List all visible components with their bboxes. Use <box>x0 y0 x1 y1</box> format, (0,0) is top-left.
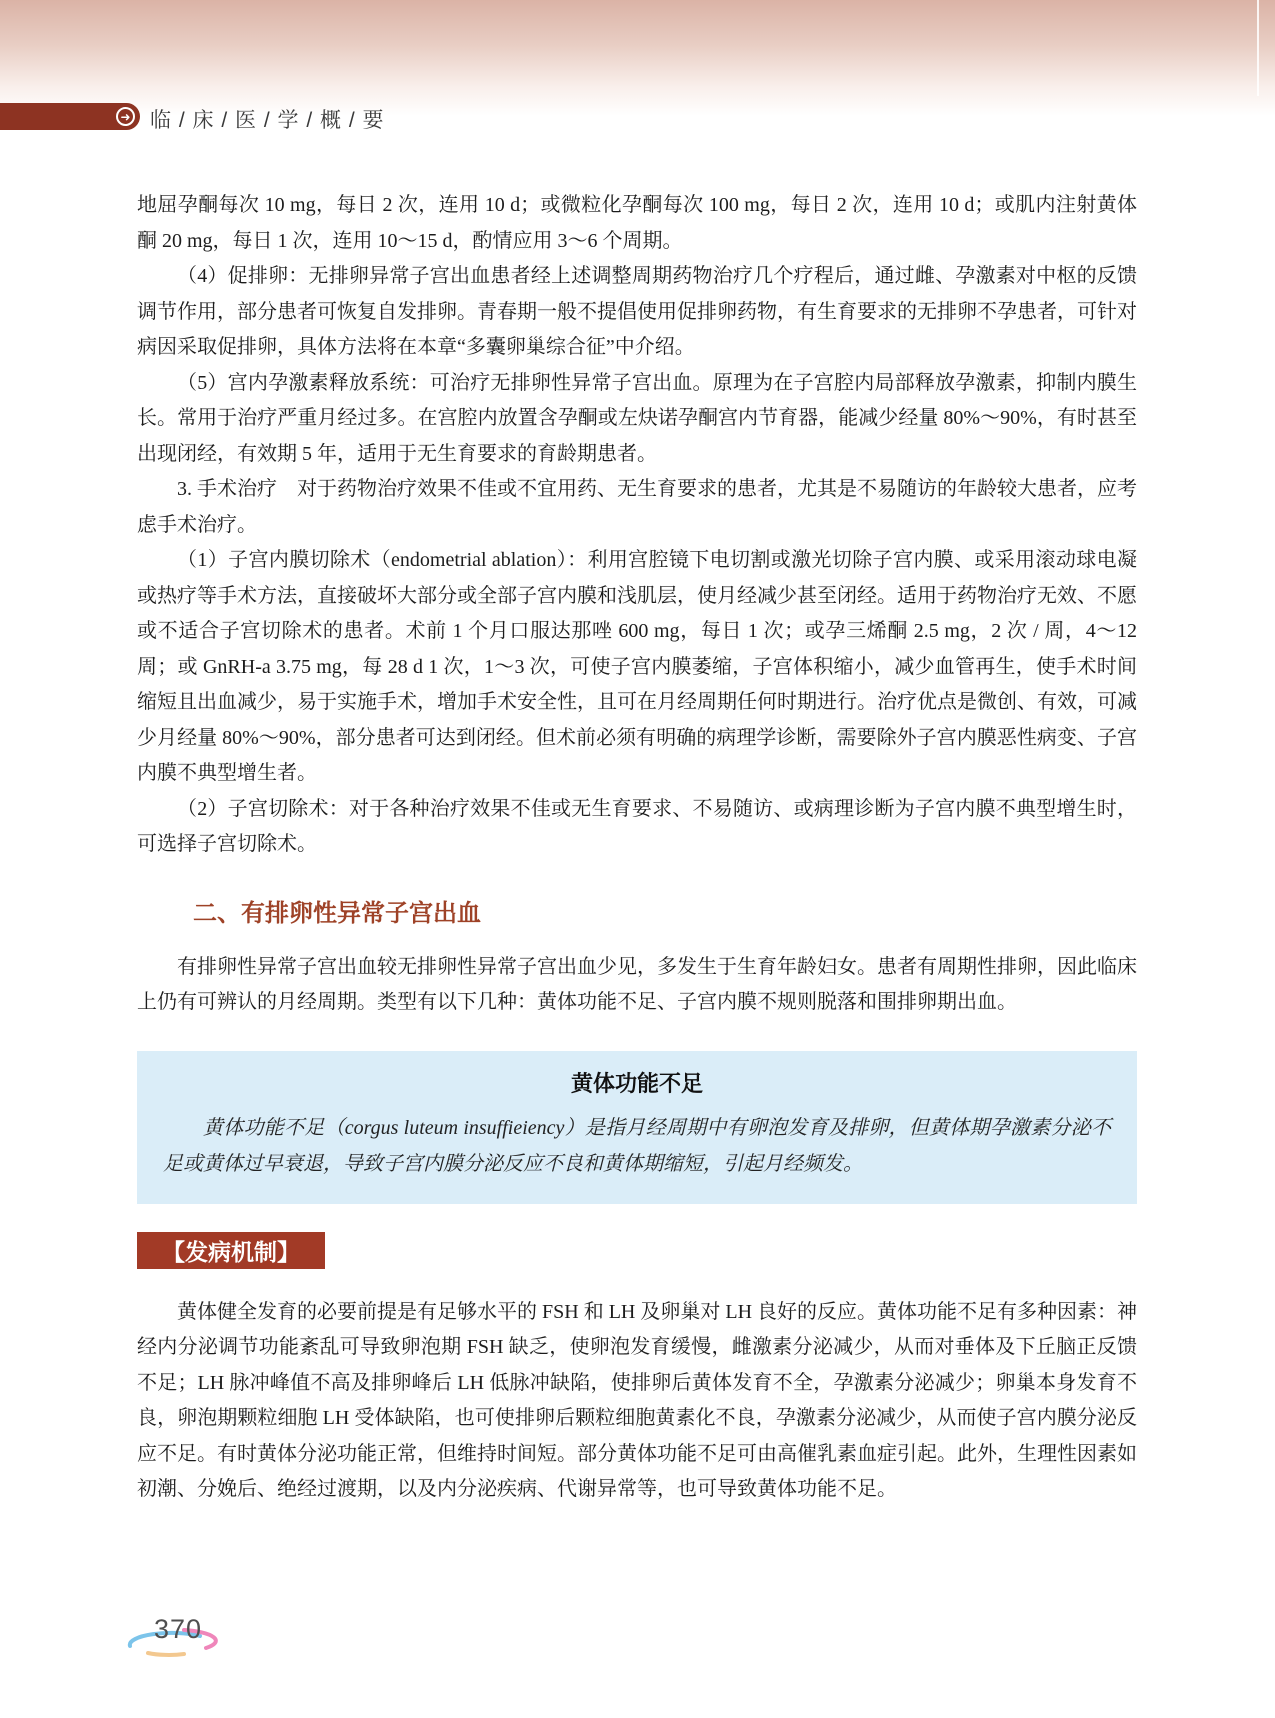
info-box-text: 黄体功能不足（corgus luteum insuffieiency）是指月经周期中有卵泡发育及排卵，但黄体期孕激素分泌不足或黄体过早衰退，导致子宫内膜分泌反应不良和黄体期缩短，引起月经频发。 <box>163 1116 1111 1175</box>
info-box-title: 黄体功能不足 <box>570 1070 703 1096</box>
book-title: 临 / 床 / 医 / 学 / 概 / 要 <box>150 109 385 132</box>
paragraph: （5）宫内孕激素释放系统：可治疗无排卵性异常子宫出血。原理为在子宫腔内局部释放孕激素，抑制内膜生长。常用于治疗严重月经过多。在宫腔内放置含孕酮或左炔诺孕酮宫内节育器，能减少经量 80%～90%，有时甚至出现闭经，有效期 5 年，适用于无生育要求的育龄期患者。 <box>137 371 1137 465</box>
section-intro-paragraph: 有排卵性异常子宫出血较无排卵性异常子宫出血少见，多发生于生育年龄妇女。患者有周期性排卵，因此临床上仍有可辨认的月经周期。类型有以下几种：黄体功能不足、子宫内膜不规则脱落和围排卵期出血。 <box>137 955 1137 1013</box>
page-edge-line <box>1257 0 1259 96</box>
paragraph: （4）促排卵：无排卵异常子宫出血患者经上述调整周期药物治疗几个疗程后，通过雌、孕激素对中枢的反馈调节作用，部分患者可恢复自发排卵。青春期一般不提倡使用促排卵药物，有生育要求的无排卵不孕患者，可针对病因采取促排卵，具体方法将在本章“多囊卵巢综合征”中介绍。 <box>137 265 1137 358</box>
info-box <box>137 1051 1137 1204</box>
section-heading: 二、有排卵性异常子宫出血 <box>193 899 481 927</box>
paragraph: 3. 手术治疗 对于药物治疗效果不佳或不宜用药、无生育要求的患者，尤其是不易随访的年龄较大患者，应考虑手术治疗。 <box>137 478 1137 536</box>
page-content <box>137 188 1137 1508</box>
arrow-right-icon: ➜ <box>116 107 135 126</box>
paragraph: （1）子宫内膜切除术（endometrial ablation）：利用宫腔镜下电切割或激光切除子宫内膜、或采用滚动球电凝或热疗等手术方法，直接破坏大部分或全部子宫内膜和浅肌层，使月经减少甚至闭经。适用于药物治疗无效、不愿或不适合子宫切除术的患者。术前 1 个月口服达那唑 600 mg，每日 1 次；或孕三烯酮 2.5 mg，2 次 / 周，4～12 周；或 GnRH-a 3.75 mg，每 28 d 1 次，1～3 次，可使子宫内膜萎缩，子宫体积缩小，减少血管再生，使手术时间缩短且出血减少，易于实施手术，增加手术安全性，且可在月经周期任何时期进行。治疗优点是微创、有效，可减少月经量 80%～90%，部分患者可达到闭经。但术前必须有明确的病理学诊断，需要除外子宫内膜恶性病变、子宫内膜不典型增生者。 <box>137 549 1137 784</box>
page-number: 370 <box>154 1614 203 1644</box>
header-bar <box>0 103 140 130</box>
mechanism-section-label: 【发病机制】 <box>137 1232 325 1269</box>
paragraph: 地屈孕酮每次 10 mg，每日 2 次，连用 10 d；或微粒化孕酮每次 100 mg，每日 2 次，连用 10 d；或肌内注射黄体酮 20 mg，每日 1 次，连用 10～15 d，酌情应用 3～6 个周期。 <box>137 194 1137 252</box>
page-top-gradient <box>0 0 1275 116</box>
paragraph: （2）子宫切除术：对于各种治疗效果不佳或无生育要求、不易随访、或病理诊断为子宫内膜不典型增生时，可选择子宫切除术。 <box>137 797 1137 855</box>
page-number-area <box>122 1612 232 1664</box>
mechanism-paragraph: 黄体健全发育的必要前提是有足够水平的 FSH 和 LH 及卵巢对 LH 良好的反应。黄体功能不足有多种因素：神经内分泌调节功能紊乱可导致卵泡期 FSH 缺乏，使卵泡发育缓慢，雌激素分泌减少，从而对垂体及下丘脑正反馈不足；LH 脉冲峰值不高及排卵峰后 LH 低脉冲缺陷，使排卵后黄体发育不全，孕激素分泌减少；卵巢本身发育不良，卵泡期颗粒细胞 LH 受体缺陷，也可使排卵后颗粒细胞黄素化不良，孕激素分泌减少，从而使子宫内膜分泌反应不足。有时黄体分泌功能正常，但维持时间短。部分黄体功能不足可由高催乳素血症引起。此外，生理性因素如初潮、分娩后、绝经过渡期，以及内分泌疾病、代谢异常等，也可导致黄体功能不足。 <box>137 1300 1138 1500</box>
